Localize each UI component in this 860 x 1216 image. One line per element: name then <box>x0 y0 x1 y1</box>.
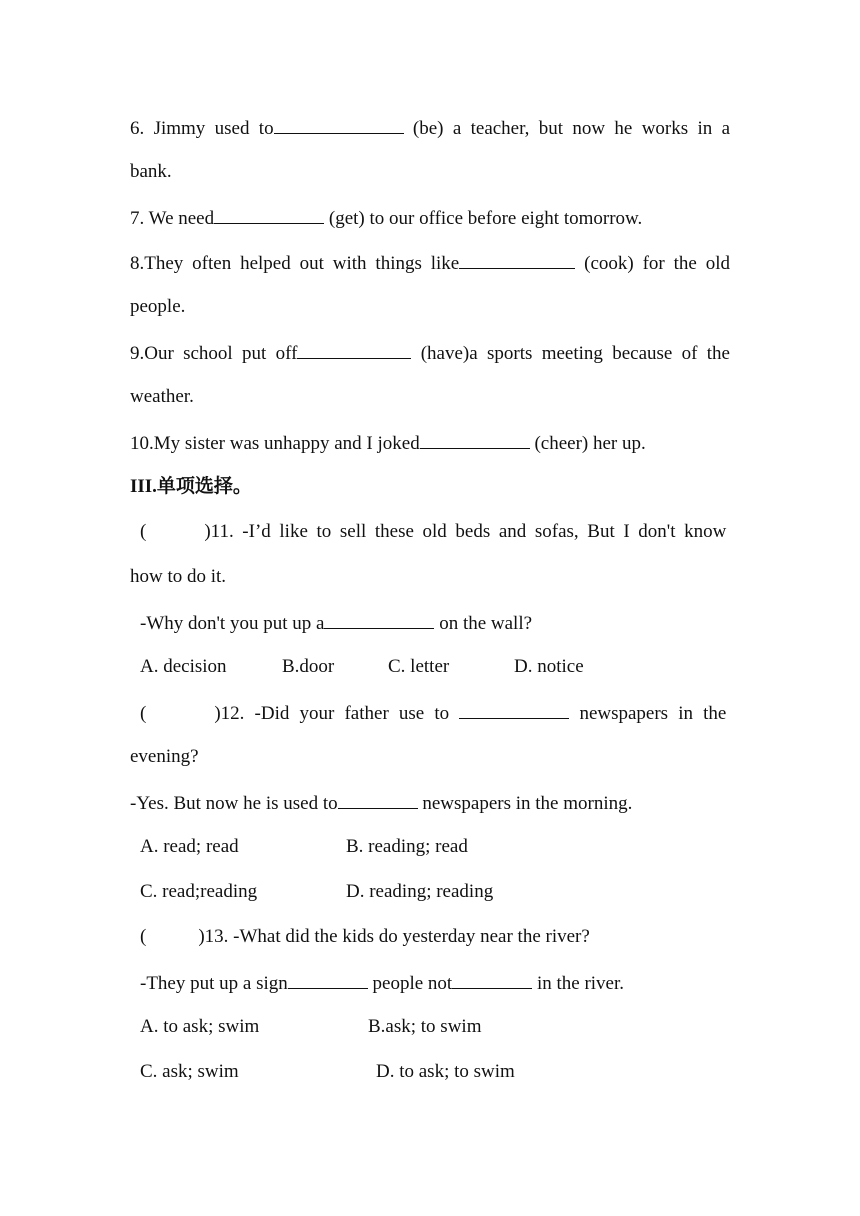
q13-stem: )13. -What did the kids do yesterday near the river? <box>198 926 590 947</box>
q12-blank-2[interactable] <box>338 790 418 809</box>
q12-option-b[interactable]: B. reading; read <box>346 836 468 857</box>
q13-option-c[interactable]: C. ask; swim <box>140 1061 239 1082</box>
q13-option-a[interactable]: A. to ask; swim <box>140 1016 260 1037</box>
q8-suffix: (cook) for the old <box>575 253 730 274</box>
q9-suffix: (have)a sports meeting because of the <box>411 343 730 364</box>
section-3-heading: III.单项选择。 <box>130 476 252 497</box>
q12-option-a[interactable]: A. read; read <box>140 836 239 857</box>
q7-prefix: 7. We need <box>130 208 215 229</box>
question-10 <box>130 430 646 456</box>
q11-blank[interactable] <box>324 610 434 629</box>
q8-blank[interactable] <box>459 250 575 269</box>
q12-stem-prefix: )12. -Did your father use to <box>214 703 450 724</box>
q12-option-d[interactable]: D. reading; reading <box>346 881 494 902</box>
q11-question <box>140 610 532 636</box>
q11-continuation: how to do it. <box>130 566 227 587</box>
q11-option-b[interactable]: B.door <box>282 656 335 677</box>
q13-answer-middle: people not <box>367 973 453 994</box>
question-11 <box>140 520 730 544</box>
q6-continuation: bank. <box>130 161 172 182</box>
question-6 <box>130 115 730 141</box>
q13-option-d[interactable]: D. to ask; to swim <box>376 1061 515 1082</box>
q9-blank[interactable] <box>297 340 411 359</box>
q10-blank[interactable] <box>420 430 530 449</box>
q8-prefix: 8.They often helped out with things like <box>130 253 460 274</box>
q6-prefix: 6. Jimmy used to <box>130 118 274 139</box>
q13-blank-1[interactable] <box>288 970 368 989</box>
q13-answer <box>140 970 624 996</box>
q6-suffix: (be) a teacher, but now he works in a <box>403 118 731 139</box>
question-12 <box>140 700 730 726</box>
q9-prefix: 9.Our school put off <box>130 343 298 364</box>
q7-blank[interactable] <box>214 205 324 224</box>
q11-question-prefix: -Why don't you put up a <box>140 613 325 634</box>
q10-prefix: 10.My sister was unhappy and I joked <box>130 433 420 454</box>
q9-continuation: weather. <box>130 386 194 407</box>
question-9 <box>130 340 730 366</box>
question-7 <box>130 205 642 231</box>
q12-option-c[interactable]: C. read;reading <box>140 881 258 902</box>
question-13 <box>140 925 590 949</box>
q12-answer-prefix: -Yes. But now he is used to <box>130 793 338 814</box>
q11-option-c[interactable]: C. letter <box>388 656 450 677</box>
q13-blank-2[interactable] <box>452 970 532 989</box>
q11-stem: )11. -I’d like to sell these old beds and sofas, But I don't know <box>204 521 727 542</box>
q11-paren-open: ( <box>140 521 147 542</box>
q10-suffix: (cheer) her up. <box>529 433 646 454</box>
q7-suffix: (get) to our office before eight tomorrow. <box>324 208 643 229</box>
q11-option-a[interactable]: A. decision <box>140 656 227 677</box>
q12-stem-suffix: newspapers in the <box>579 703 727 724</box>
q8-continuation: people. <box>130 296 186 317</box>
question-8 <box>130 250 730 276</box>
q13-option-b[interactable]: B.ask; to swim <box>368 1016 482 1037</box>
q13-answer-suffix: in the river. <box>532 973 625 994</box>
q12-paren-open: ( <box>140 703 147 724</box>
q13-answer-prefix: -They put up a sign <box>140 973 288 994</box>
q12-continuation: evening? <box>130 746 199 767</box>
q12-answer-suffix: newspapers in the morning. <box>417 793 633 814</box>
q13-paren-open: ( <box>140 926 147 947</box>
q11-question-suffix: on the wall? <box>434 613 533 634</box>
q12-stem <box>214 700 726 726</box>
q11-option-d[interactable]: D. notice <box>514 656 584 677</box>
q12-blank-1[interactable] <box>459 700 569 719</box>
q6-blank[interactable] <box>274 115 404 134</box>
q12-answer <box>130 790 632 816</box>
